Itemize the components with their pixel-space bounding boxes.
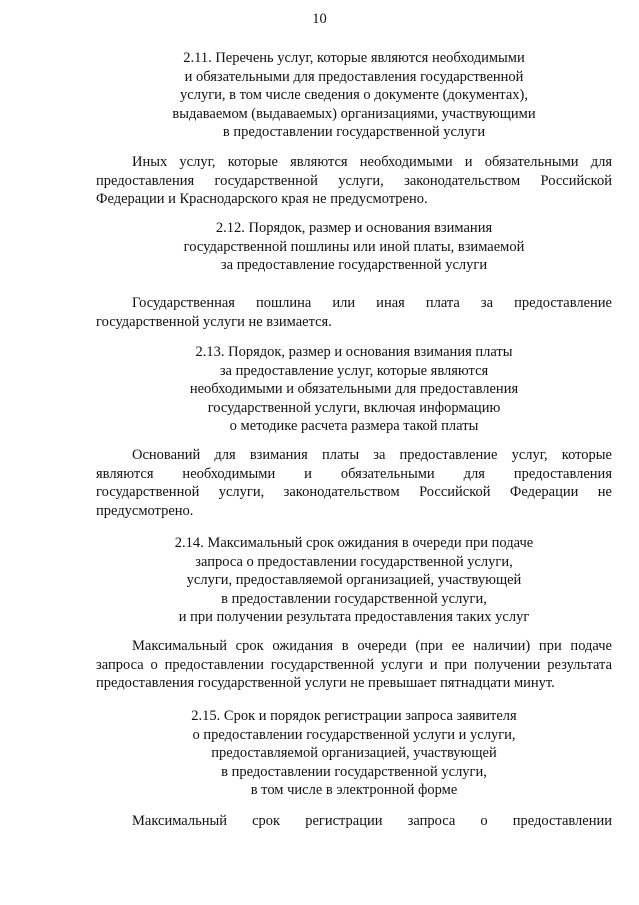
paragraph-line: государственной услуги, законодательством Российской Федерации не <box>96 484 612 501</box>
section-paragraph-2-12 <box>96 294 612 331</box>
paragraph-line: Максимальный срок регистрации запроса о предоставлении <box>132 813 612 829</box>
section-heading-2-15 <box>96 707 612 800</box>
heading-line: о методике расчета размера такой платы <box>229 418 479 435</box>
heading-line: государственной услуги, включая информацию <box>207 399 501 416</box>
heading-line: 2.14. Максимальный срок ожидания в очереди при подаче <box>174 535 534 551</box>
heading-line: в предоставлении государственной услуги <box>222 124 486 141</box>
heading-line: и обязательными для предоставления государственной <box>184 68 524 85</box>
heading-line: 2.13. Порядок, размер и основания взимания платы <box>195 344 513 360</box>
heading-line: за предоставление государственной услуги <box>220 257 488 274</box>
paragraph-line: Федерации и Краснодарского края не предусмотрено. <box>96 191 428 208</box>
page-number: 10 <box>312 11 327 27</box>
section-heading-2-13 <box>96 343 612 436</box>
paragraph-line: Государственная пошлина или иная плата за предоставление <box>132 295 612 311</box>
heading-line: 2.12. Порядок, размер и основания взимания <box>215 220 493 236</box>
heading-line: о предоставлении государственной услуги и услуги, <box>192 726 516 743</box>
section-heading-2-11 <box>96 49 612 142</box>
heading-line: в предоставлении государственной услуги, <box>221 590 487 607</box>
paragraph-line: Максимальный срок ожидания в очереди (при ее наличии) при подаче <box>132 638 612 654</box>
heading-line: запроса о предоставлении государственной услуги, <box>195 553 513 570</box>
heading-line: государственной пошлины или иной платы, взимаемой <box>183 238 525 255</box>
heading-line: предоставляемой организацией, участвующей <box>211 745 497 762</box>
heading-line: необходимыми и обязательными для предоставления <box>189 381 519 398</box>
heading-line: в предоставлении государственной услуги, <box>221 763 487 780</box>
heading-line: выдаваемом (выдаваемых) организациями, участвующими <box>172 105 536 122</box>
section-heading-2-14 <box>96 534 612 627</box>
paragraph-line: предоставления государственной услуги, законодательством Российской <box>96 172 612 189</box>
heading-line: услуги, в том числе сведения о документе (документах), <box>180 87 528 104</box>
heading-line: 2.15. Срок и порядок регистрации запроса заявителя <box>191 708 517 724</box>
paragraph-line: являются необходимыми и обязательными для предоставления <box>96 465 612 482</box>
heading-line: 2.11. Перечень услуг, которые являются необходимыми <box>183 50 525 66</box>
section-paragraph-2-14 <box>96 637 612 693</box>
section-paragraph-2-13 <box>96 446 612 520</box>
section-paragraph-2-11 <box>96 153 612 209</box>
paragraph-line: государственной услуги не взимается. <box>96 313 332 330</box>
heading-line: в том числе в электронной форме <box>250 782 458 799</box>
paragraph-line: Иных услуг, которые являются необходимыми и обязательными для <box>132 154 612 170</box>
paragraph-line: Оснований для взимания платы за предоставление услуг, которые <box>132 447 612 463</box>
paragraph-line: предоставления государственной услуги не превышает пятнадцати минут. <box>96 675 555 692</box>
section-heading-2-12 <box>96 219 612 275</box>
heading-line: за предоставление услуг, которые являются <box>219 362 489 379</box>
paragraph-line: предусмотрено. <box>96 502 194 519</box>
heading-line: услуги, предоставляемой организацией, участвующей <box>186 572 522 589</box>
section-paragraph-2-15 <box>96 812 612 831</box>
paragraph-line: запроса о предоставлении государственной услуги и при получении результата <box>96 656 612 673</box>
heading-line: и при получении результата предоставления таких услуг <box>178 609 530 626</box>
